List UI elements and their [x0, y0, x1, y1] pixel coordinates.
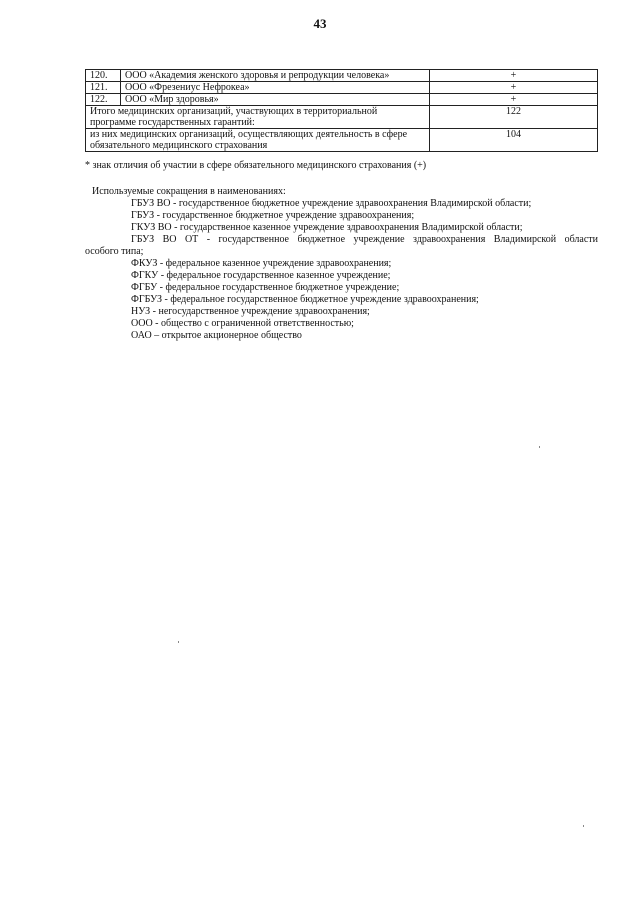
abbreviation-item: ГБУЗ ВО - государственное бюджетное учреждение здравоохранения Владимирской области;	[131, 198, 532, 209]
organizations-table	[85, 69, 598, 152]
abbreviation-item: ГБУЗ - государственное бюджетное учреждение здравоохранения;	[131, 210, 415, 221]
abbreviation-item: НУЗ - негосударственное учреждение здравоохранения;	[131, 306, 370, 317]
abbreviations-title: Используемые сокращения в наименованиях:	[92, 186, 286, 197]
organization-name: ООО «Фрезениус Нефрокеа»	[121, 82, 430, 94]
abbreviation-item: ОАО – открытое акционерное общество	[131, 330, 302, 341]
abbreviation-item-continuation: особого типа;	[85, 246, 144, 257]
scan-speck	[178, 641, 179, 643]
table-row	[86, 82, 598, 94]
summary-row-oms	[86, 129, 598, 152]
abbreviation-item: ФКУЗ - федеральное казенное учреждение здравоохранения;	[131, 258, 392, 269]
table-row	[86, 94, 598, 106]
abbreviations-section	[85, 186, 598, 342]
row-number: 120.	[86, 70, 121, 82]
abbreviation-item: ФГБУЗ - федеральное государственное бюджетное учреждение здравоохранения;	[131, 294, 479, 305]
scan-speck	[583, 825, 584, 827]
abbreviation-item: ГКУЗ ВО - государственное казенное учреждение здравоохранения Владимирской области;	[131, 222, 523, 233]
summary-row-total	[86, 106, 598, 129]
abbreviation-item: ГБУЗ ВО ОТ - государственное бюджетное учреждение здравоохранения Владимирской области	[131, 234, 598, 245]
abbreviation-item: ООО - общество с ограниченной ответственностью;	[131, 318, 354, 329]
organization-name: ООО «Мир здоровья»	[121, 94, 430, 106]
oms-mark: +	[430, 82, 598, 94]
row-number: 122.	[86, 94, 121, 106]
scan-speck	[539, 446, 540, 448]
summary-value: 122	[430, 106, 598, 129]
summary-label: из них медицинских организаций, осуществляющих деятельность в сфере обязательного медицинского страхования	[86, 129, 430, 152]
abbreviation-item: ФГКУ - федеральное государственное казенное учреждение;	[131, 270, 391, 281]
page-number: 43	[313, 16, 327, 31]
summary-label: Итого медицинских организаций, участвующих в территориальной программе государственных гарантий:	[86, 106, 430, 129]
organization-name: ООО «Академия женского здоровья и репродукции человека»	[121, 70, 430, 82]
table-row	[86, 70, 598, 82]
abbreviation-item: ФГБУ - федеральное государственное бюджетное учреждение;	[131, 282, 400, 293]
summary-value: 104	[430, 129, 598, 152]
footnote: * знак отличия об участии в сфере обязательного медицинского страхования (+)	[85, 160, 427, 171]
oms-mark: +	[430, 70, 598, 82]
oms-mark: +	[430, 94, 598, 106]
row-number: 121.	[86, 82, 121, 94]
